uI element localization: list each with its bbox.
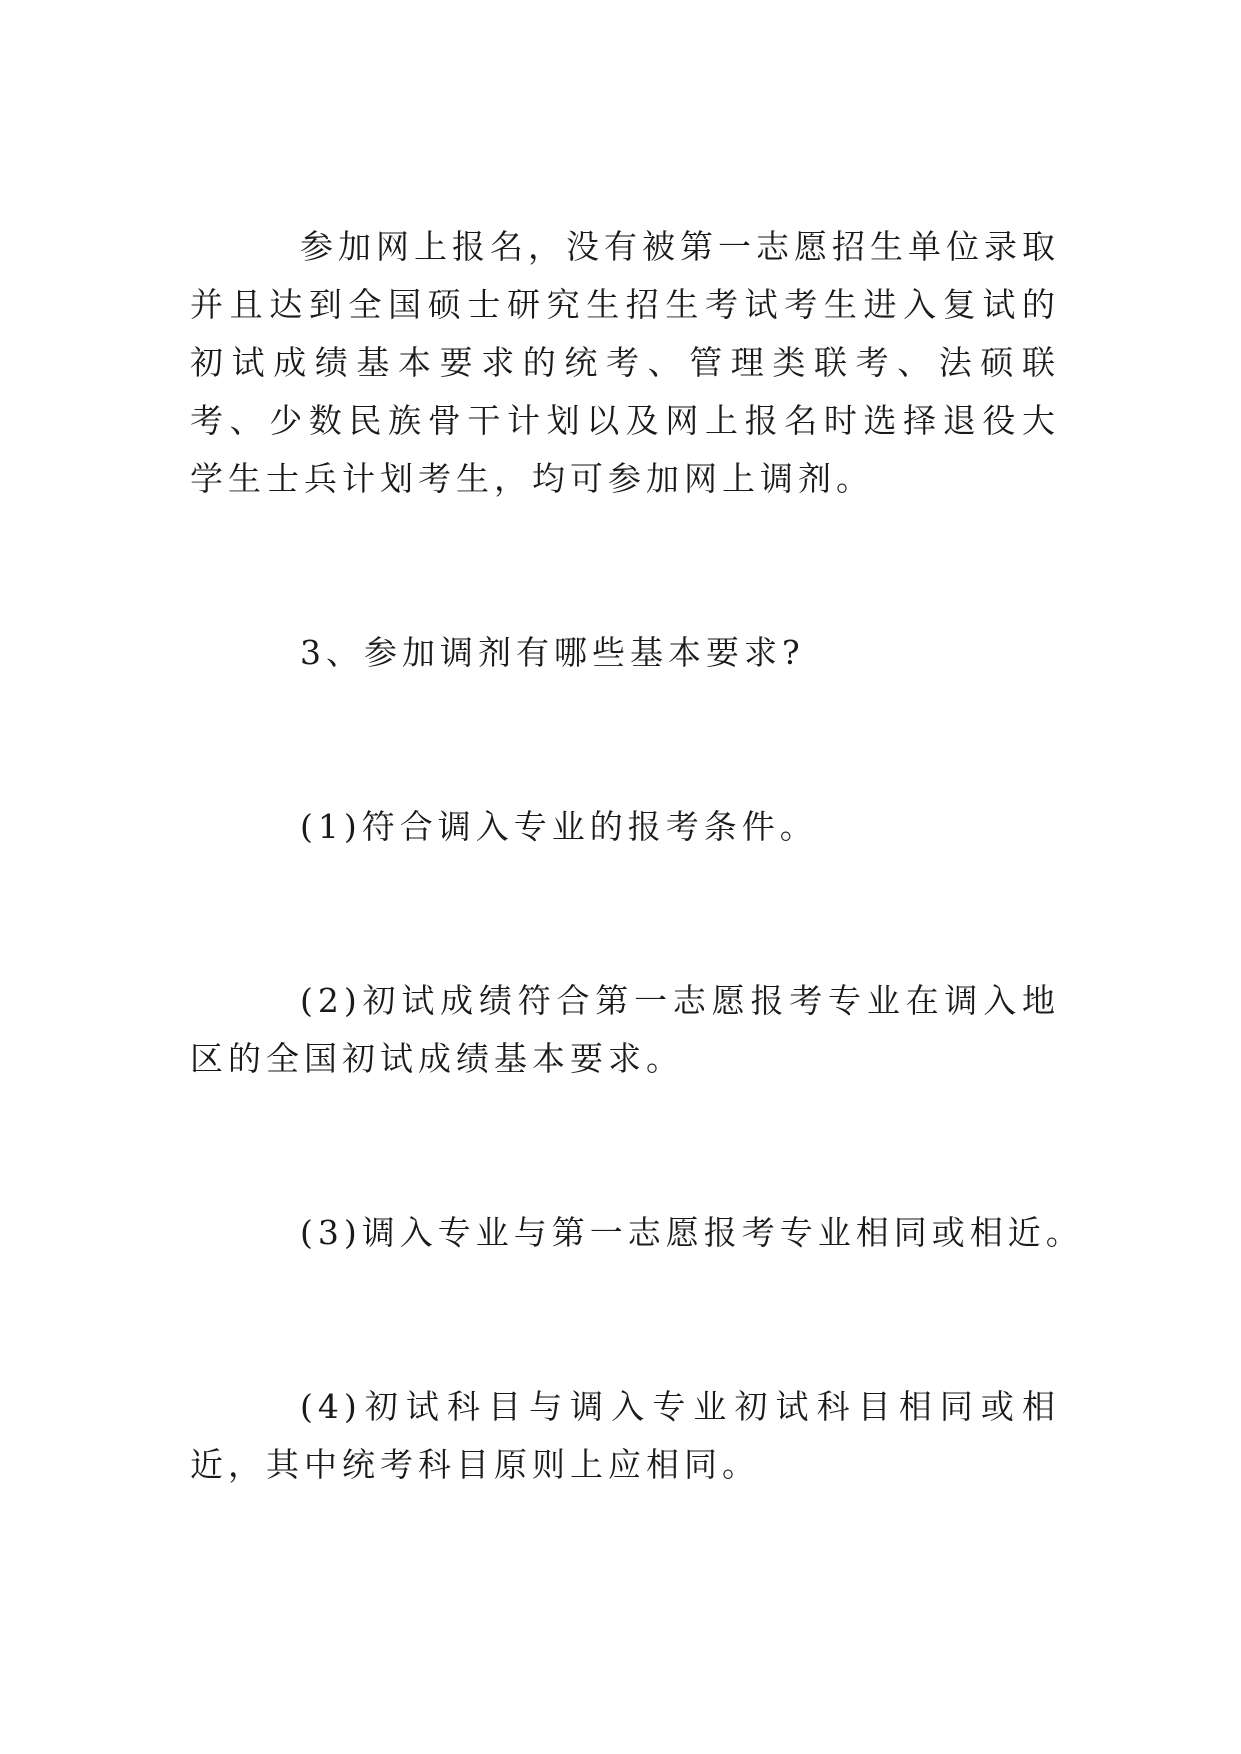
section-heading-requirements: 3、参加调剂有哪些基本要求? <box>300 633 805 672</box>
requirement-item-2: (2)初试成绩符合第一志愿报考专业在调入地区的全国初试成绩基本要求。 <box>190 981 1060 1078</box>
requirement-item-1: (1)符合调入专业的报考条件。 <box>300 807 818 846</box>
requirement-item-4: (4)初试科目与调入专业初试科目相同或相近，其中统考科目原则上应相同。 <box>190 1387 1060 1484</box>
requirement-item-3: (3)调入专业与第一志愿报考专业相同或相近。 <box>300 1213 1084 1252</box>
paragraph-eligibility: 参加网上报名，没有被第一志愿招生单位录取并且达到全国硕士研究生招生考试考生进入复试的初试成绩基本要求的统考、管理类联考、法硕联考、少数民族骨干计划以及网上报名时选择退役大学生士兵计划考生，均可参加网上调剂。 <box>190 227 1060 498</box>
